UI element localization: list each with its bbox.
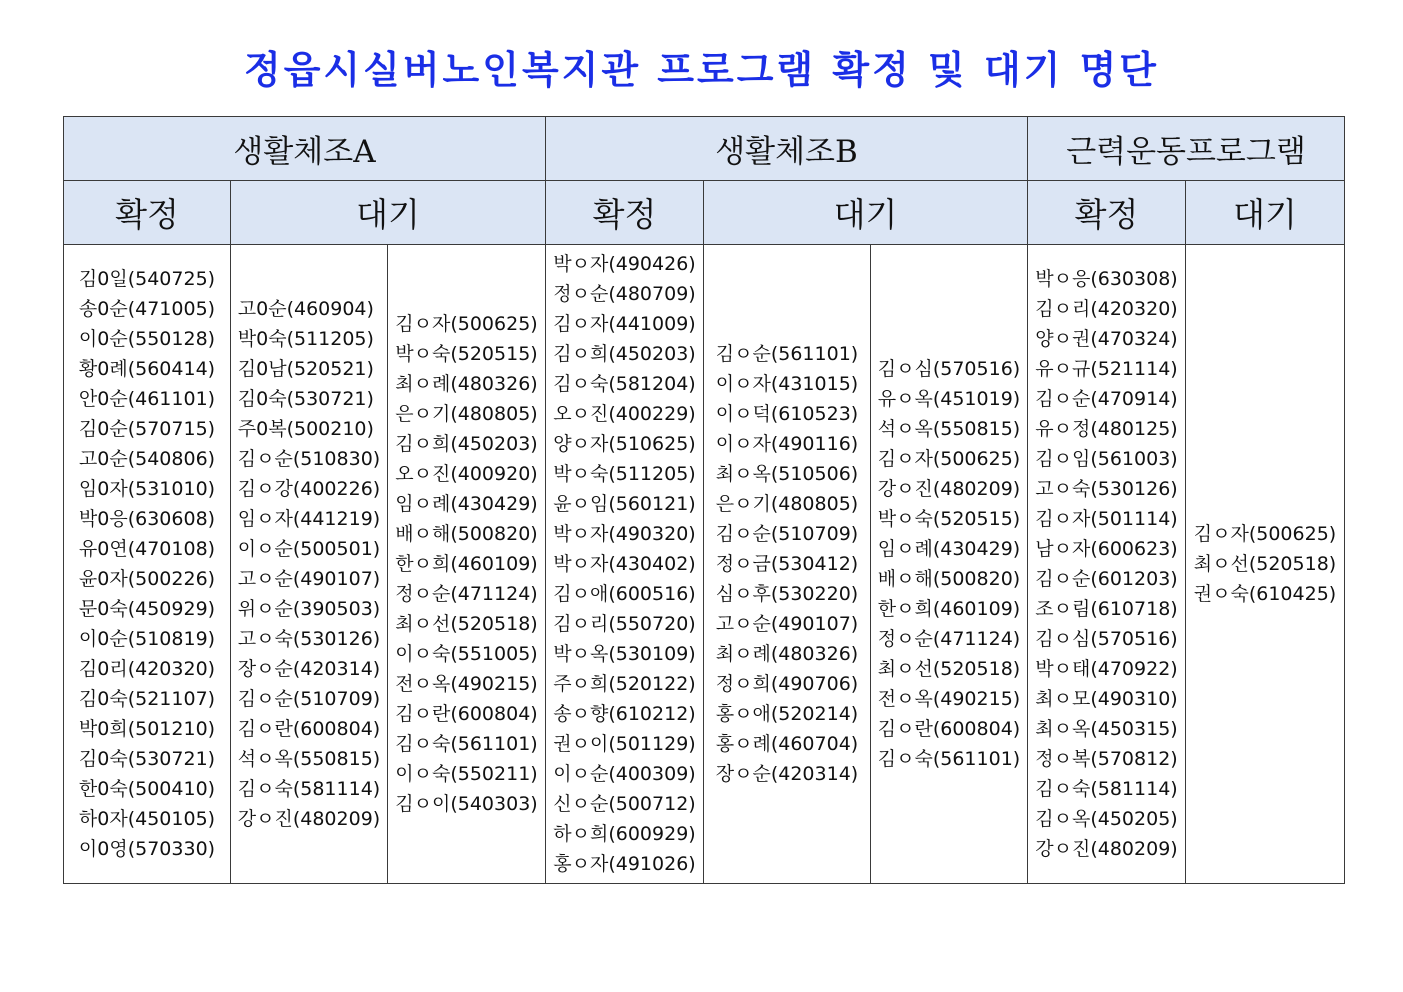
list-item: 박ㅇ숙(511205)	[553, 463, 696, 485]
list-item: 김ㅇ순(601203)	[1035, 568, 1178, 590]
confirmed-header-a: 확정	[64, 181, 231, 245]
waiting-header-b: 대기	[704, 181, 1028, 245]
list-item: 김0숙(530721)	[237, 388, 374, 410]
waiting-header-a: 대기	[231, 181, 546, 245]
list-item: 배ㅇ해(500820)	[395, 523, 538, 545]
list-item: 은ㅇ기(480805)	[715, 493, 859, 515]
list-item: 김ㅇ리(550720)	[553, 613, 696, 635]
list-item: 송0순(471005)	[78, 298, 216, 320]
list-item: 김ㅇ자(441009)	[553, 313, 696, 335]
list-item: 김ㅇ자(500625)	[395, 313, 538, 335]
name-list-strength-confirmed	[1035, 264, 1177, 864]
list-item: 홍ㅇ애(520214)	[715, 703, 859, 725]
list-item: 김ㅇ옥(450205)	[1035, 808, 1178, 830]
list-item: 이0순(510819)	[78, 628, 216, 650]
list-item: 김ㅇ숙(581204)	[553, 373, 696, 395]
list-item: 이ㅇ순(500501)	[237, 538, 381, 560]
list-item: 양ㅇ자(510625)	[553, 433, 696, 455]
list-item: 정ㅇ금(530412)	[715, 553, 859, 575]
list-item: 안0순(461101)	[78, 388, 216, 410]
list-item: 김ㅇ숙(581114)	[1035, 778, 1178, 800]
list-item: 송ㅇ향(610212)	[553, 703, 696, 725]
list-item: 김ㅇ숙(561101)	[877, 748, 1021, 770]
list-item: 전ㅇ옥(490215)	[395, 673, 538, 695]
list-item: 문0숙(450929)	[78, 598, 216, 620]
page-title: 정읍시실버노인복지관 프로그램 확정 및 대기 명단	[243, 48, 1160, 92]
list-item: 권ㅇ숙(610425)	[1193, 583, 1337, 605]
confirmed-header-strength: 확정	[1028, 181, 1186, 245]
list-item: 최ㅇ례(480326)	[715, 643, 859, 665]
list-item: 김ㅇ숙(561101)	[395, 733, 538, 755]
list-cell	[1028, 245, 1186, 884]
list-item: 한ㅇ희(460109)	[877, 598, 1021, 620]
list-item: 김ㅇ자(500625)	[1193, 523, 1337, 545]
list-item: 강ㅇ진(480209)	[1035, 838, 1178, 860]
list-item: 이0순(550128)	[78, 328, 216, 350]
list-item: 배ㅇ해(500820)	[877, 568, 1021, 590]
list-item: 황0례(560414)	[78, 358, 216, 380]
list-item: 이ㅇ숙(551005)	[395, 643, 538, 665]
list-item: 김ㅇ순(470914)	[1035, 388, 1178, 410]
list-item: 오ㅇ진(400920)	[395, 463, 538, 485]
list-item: 강ㅇ진(480209)	[877, 478, 1021, 500]
confirmed-header-b: 확정	[546, 181, 704, 245]
roster-table	[63, 116, 1345, 884]
list-item: 박0희(501210)	[78, 718, 216, 740]
list-item: 김0남(520521)	[237, 358, 374, 380]
list-item: 임ㅇ례(430429)	[877, 538, 1021, 560]
list-item: 하ㅇ희(600929)	[553, 823, 696, 845]
list-item: 김0일(540725)	[78, 268, 216, 290]
list-item: 정ㅇ순(471124)	[395, 583, 538, 605]
list-item: 김ㅇ리(420320)	[1035, 298, 1178, 320]
list-item: 김ㅇ애(600516)	[553, 583, 696, 605]
list-item: 정ㅇ순(471124)	[877, 628, 1021, 650]
list-item: 박ㅇ태(470922)	[1035, 658, 1178, 680]
list-item: 하0자(450105)	[78, 808, 216, 830]
list-item: 박0응(630608)	[78, 508, 216, 530]
waiting-header-strength: 대기	[1186, 181, 1345, 245]
list-item: 김ㅇ순(561101)	[715, 343, 859, 365]
list-item: 박ㅇ옥(530109)	[553, 643, 696, 665]
list-item: 유0연(470108)	[78, 538, 216, 560]
program-header-b: 생활체조B	[546, 117, 1028, 181]
list-item: 오ㅇ진(400229)	[553, 403, 696, 425]
list-item: 김ㅇ강(400226)	[237, 478, 381, 500]
list-item: 위ㅇ순(390503)	[237, 598, 381, 620]
list-item: 한0숙(500410)	[78, 778, 216, 800]
list-cell	[546, 245, 704, 884]
list-item: 김ㅇ자(500625)	[877, 448, 1021, 470]
list-item: 정ㅇ순(480709)	[553, 283, 696, 305]
list-item: 임ㅇ례(430429)	[395, 493, 538, 515]
list-item: 남ㅇ자(600623)	[1035, 538, 1178, 560]
list-cell	[388, 245, 546, 884]
list-item: 이0영(570330)	[78, 838, 216, 860]
list-item: 김ㅇ란(600804)	[395, 703, 538, 725]
list-item: 박ㅇ숙(520515)	[877, 508, 1021, 530]
list-cell	[871, 245, 1028, 884]
list-cell	[231, 245, 388, 884]
list-item: 임ㅇ자(441219)	[237, 508, 381, 530]
list-item: 김ㅇ희(450203)	[553, 343, 696, 365]
program-header-a: 생활체조A	[64, 117, 546, 181]
list-item: 김ㅇ란(600804)	[877, 718, 1021, 740]
list-item: 최ㅇ옥(510506)	[715, 463, 859, 485]
name-list-b-waiting-1	[716, 339, 858, 789]
list-cell	[64, 245, 231, 884]
list-item: 조ㅇ림(610718)	[1035, 598, 1178, 620]
list-item: 고ㅇ순(490107)	[715, 613, 859, 635]
list-item: 한ㅇ희(460109)	[395, 553, 538, 575]
list-item: 은ㅇ기(480805)	[395, 403, 538, 425]
list-item: 고0순(460904)	[237, 298, 374, 320]
list-item: 정ㅇ희(490706)	[715, 673, 859, 695]
list-item: 박0숙(511205)	[237, 328, 374, 350]
list-item: 고ㅇ순(490107)	[237, 568, 381, 590]
list-item: 고ㅇ숙(530126)	[237, 628, 381, 650]
list-item: 김ㅇ이(540303)	[395, 793, 538, 815]
list-item: 이ㅇ자(431015)	[715, 373, 859, 395]
list-item: 이ㅇ덕(610523)	[715, 403, 859, 425]
list-item: 강ㅇ진(480209)	[237, 808, 381, 830]
list-item: 석ㅇ옥(550815)	[877, 418, 1021, 440]
list-item: 김ㅇ희(450203)	[395, 433, 538, 455]
list-item: 박ㅇ자(490320)	[553, 523, 696, 545]
list-item: 김ㅇ순(510830)	[237, 448, 381, 470]
list-item: 임0자(531010)	[78, 478, 216, 500]
list-item: 양ㅇ권(470324)	[1035, 328, 1178, 350]
name-list-a-confirmed	[79, 264, 215, 864]
name-list-b-confirmed	[553, 249, 695, 879]
list-item: 이ㅇ자(490116)	[715, 433, 859, 455]
list-item: 김ㅇ순(510709)	[715, 523, 859, 545]
list-item: 유ㅇ정(480125)	[1035, 418, 1178, 440]
list-item: 신ㅇ순(500712)	[553, 793, 696, 815]
list-item: 최ㅇ례(480326)	[395, 373, 538, 395]
list-item: 심ㅇ후(530220)	[715, 583, 859, 605]
program-header-strength: 근력운동프로그램	[1028, 117, 1345, 181]
list-item: 주ㅇ희(520122)	[553, 673, 696, 695]
list-item: 최ㅇ선(520518)	[1193, 553, 1337, 575]
list-item: 박ㅇ자(490426)	[553, 253, 696, 275]
list-item: 이ㅇ숙(550211)	[395, 763, 538, 785]
list-item: 최ㅇ옥(450315)	[1035, 718, 1178, 740]
list-item: 권ㅇ이(501129)	[553, 733, 696, 755]
list-item: 김0순(570715)	[78, 418, 216, 440]
list-item: 김ㅇ숙(581114)	[237, 778, 381, 800]
list-item: 석ㅇ옥(550815)	[237, 748, 381, 770]
list-item: 유ㅇ옥(451019)	[877, 388, 1021, 410]
list-item: 김ㅇ자(501114)	[1035, 508, 1178, 530]
name-list-a-waiting-1	[238, 294, 380, 834]
list-item: 정ㅇ복(570812)	[1035, 748, 1178, 770]
list-item: 고0순(540806)	[78, 448, 216, 470]
list-item: 김ㅇ임(561003)	[1035, 448, 1178, 470]
list-item: 김0숙(521107)	[78, 688, 216, 710]
list-item: 김0리(420320)	[78, 658, 216, 680]
name-list-strength-waiting	[1194, 519, 1336, 609]
list-item: 김0숙(530721)	[78, 748, 216, 770]
list-item: 김ㅇ란(600804)	[237, 718, 381, 740]
list-item: 최ㅇ모(490310)	[1035, 688, 1178, 710]
list-item: 홍ㅇ자(491026)	[553, 853, 696, 875]
list-item: 주0복(500210)	[237, 418, 374, 440]
list-item: 장ㅇ순(420314)	[237, 658, 381, 680]
list-item: 박ㅇ숙(520515)	[395, 343, 538, 365]
list-item: 최ㅇ선(520518)	[877, 658, 1021, 680]
list-cell	[704, 245, 871, 884]
list-item: 윤ㅇ임(560121)	[553, 493, 696, 515]
name-list-a-waiting-2	[395, 309, 537, 819]
list-item: 전ㅇ옥(490215)	[877, 688, 1021, 710]
list-item: 박ㅇ자(430402)	[553, 553, 696, 575]
name-list-b-waiting-2	[878, 354, 1020, 774]
list-item: 최ㅇ선(520518)	[395, 613, 538, 635]
list-item: 김ㅇ심(570516)	[1035, 628, 1178, 650]
list-item: 유ㅇ규(521114)	[1035, 358, 1178, 380]
list-item: 장ㅇ순(420314)	[715, 763, 859, 785]
list-item: 이ㅇ순(400309)	[553, 763, 696, 785]
list-item: 윤0자(500226)	[78, 568, 216, 590]
list-item: 홍ㅇ례(460704)	[715, 733, 859, 755]
list-item: 김ㅇ순(510709)	[237, 688, 381, 710]
list-item: 고ㅇ숙(530126)	[1035, 478, 1178, 500]
list-cell	[1186, 245, 1345, 884]
list-item: 김ㅇ심(570516)	[877, 358, 1021, 380]
list-item: 박ㅇ응(630308)	[1035, 268, 1178, 290]
